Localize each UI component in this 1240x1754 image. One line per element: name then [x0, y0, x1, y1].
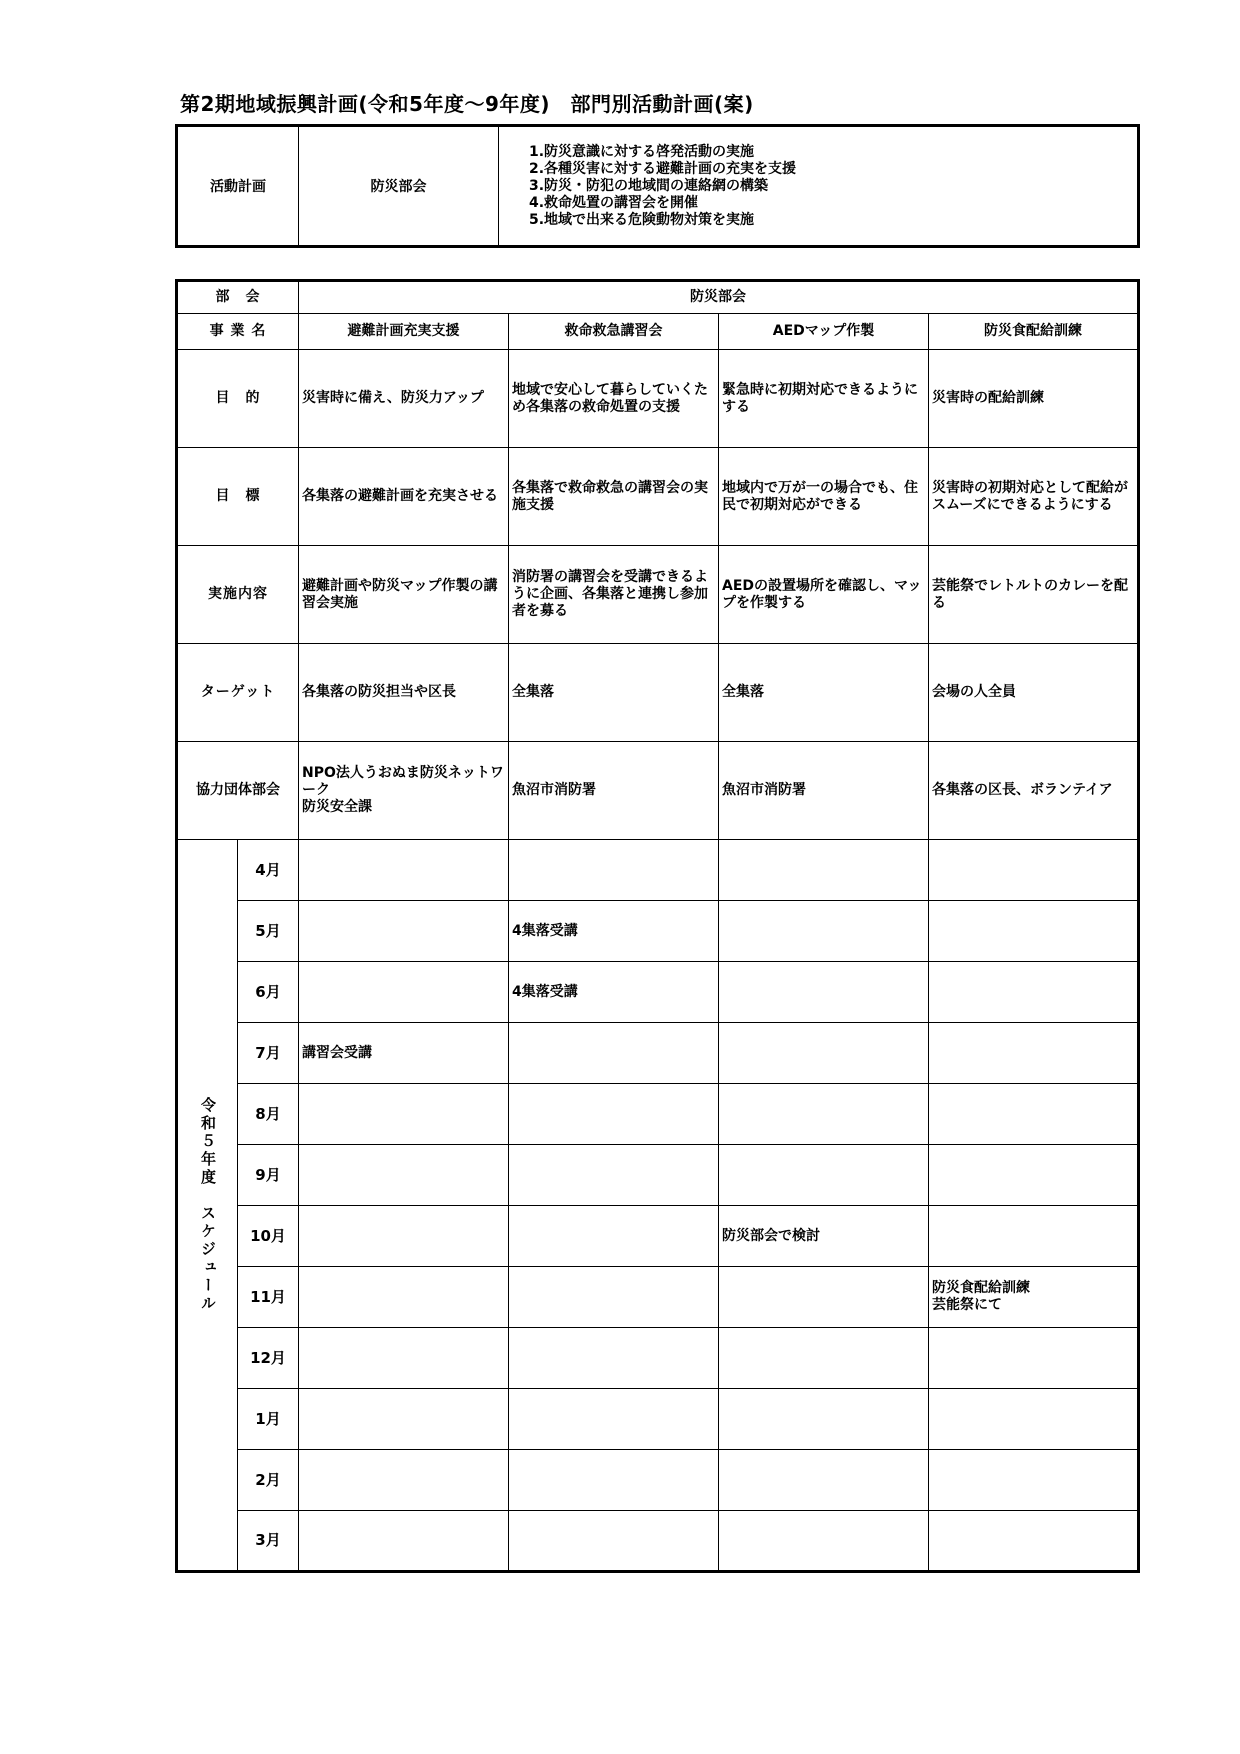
- plan-item: 3.防災・防犯の地域間の連絡網の構築: [529, 177, 769, 194]
- schedule-cell: [509, 1511, 719, 1572]
- project-header: AEDマップ作製: [719, 314, 929, 350]
- schedule-cell: [299, 1145, 509, 1206]
- schedule-cell: [299, 962, 509, 1023]
- schedule-cell: [299, 1389, 509, 1450]
- schedule-cell: [509, 1389, 719, 1450]
- month-label: 8月: [238, 1084, 299, 1145]
- row-label: 目 的: [177, 350, 299, 448]
- table-cell: 各集落の防災担当や区長: [299, 644, 509, 742]
- project-name-label: 事 業 名: [177, 314, 299, 350]
- schedule-cell: [299, 1328, 509, 1389]
- schedule-row: [177, 1267, 1139, 1328]
- page-title: 第2期地域振興計画(令和5年度～9年度) 部門別活動計画(案): [180, 92, 754, 116]
- month-label: 1月: [238, 1389, 299, 1450]
- month-label: 9月: [238, 1145, 299, 1206]
- plan-item: 5.地域で出来る危険動物対策を実施: [529, 211, 755, 228]
- schedule-cell: [509, 1145, 719, 1206]
- table-cell: 全集落: [719, 644, 929, 742]
- schedule-cell: 講習会受講: [299, 1023, 509, 1084]
- month-label: 2月: [238, 1450, 299, 1511]
- activity-plan-summary: [175, 124, 1140, 248]
- table-row: [177, 546, 1139, 644]
- table-cell: 会場の人全員: [929, 644, 1139, 742]
- month-label: 3月: [238, 1511, 299, 1572]
- activity-plan-label: 活動計画: [177, 126, 299, 247]
- schedule-row: [177, 1328, 1139, 1389]
- table-cell: AEDの設置場所を確認し、マップを作製する: [719, 546, 929, 644]
- schedule-cell: [719, 1450, 929, 1511]
- schedule-row: [177, 1145, 1139, 1206]
- plan-item: 2.各種災害に対する避難計画の充実を支援: [529, 160, 797, 177]
- schedule-cell: 4集落受講: [509, 962, 719, 1023]
- schedule-cell: [509, 1267, 719, 1328]
- schedule-cell: [929, 901, 1139, 962]
- schedule-cell: [299, 1450, 509, 1511]
- schedule-cell: [929, 1511, 1139, 1572]
- month-label: 5月: [238, 901, 299, 962]
- table-cell: 各集落の区長、ボランテイア: [929, 742, 1139, 840]
- project-header: 避難計画充実支援: [299, 314, 509, 350]
- schedule-cell: 防災食配給訓練 芸能祭にて: [929, 1267, 1139, 1328]
- schedule-row: [177, 1450, 1139, 1511]
- table-cell: 災害時の初期対応として配給がスムーズにできるようにする: [929, 448, 1139, 546]
- month-label: 4月: [238, 840, 299, 901]
- schedule-cell: [509, 1450, 719, 1511]
- schedule-cell: [929, 1328, 1139, 1389]
- row-label: 実施内容: [177, 546, 299, 644]
- table-cell: 緊急時に初期対応できるようにする: [719, 350, 929, 448]
- schedule-row: [177, 1206, 1139, 1267]
- schedule-row: [177, 1084, 1139, 1145]
- table-row: [177, 644, 1139, 742]
- schedule-row: [177, 1511, 1139, 1572]
- schedule-label-text: 令和５年度 スケジュール: [199, 1097, 217, 1313]
- month-label: 11月: [238, 1267, 299, 1328]
- schedule-row: [177, 901, 1139, 962]
- schedule-cell: [299, 1206, 509, 1267]
- bukai-label: 部 会: [177, 281, 299, 314]
- table-cell: 地域内で万が一の場合でも、住民で初期対応ができる: [719, 448, 929, 546]
- schedule-cell: [509, 1023, 719, 1084]
- schedule-cell: [929, 1389, 1139, 1450]
- table-cell: 消防署の講習会を受講できるように企画、各集落と連携し参加者を募る: [509, 546, 719, 644]
- schedule-cell: [299, 1511, 509, 1572]
- month-label: 7月: [238, 1023, 299, 1084]
- table-cell: 災害時の配給訓練: [929, 350, 1139, 448]
- schedule-cell: [719, 1084, 929, 1145]
- table-cell: 地域で安心して暮らしていくため各集落の救命処置の支援: [509, 350, 719, 448]
- project-header: 防災食配給訓練: [929, 314, 1139, 350]
- schedule-cell: [509, 1084, 719, 1145]
- schedule-cell: [929, 1023, 1139, 1084]
- schedule-cell: [929, 840, 1139, 901]
- plan-item: 4.救命処置の講習会を開催: [529, 194, 699, 211]
- schedule-cell: [299, 1267, 509, 1328]
- schedule-cell: [719, 901, 929, 962]
- schedule-cell: 4集落受講: [509, 901, 719, 962]
- month-label: 10月: [238, 1206, 299, 1267]
- month-label: 12月: [238, 1328, 299, 1389]
- row-label: ターゲット: [177, 644, 299, 742]
- table-cell: 魚沼市消防署: [719, 742, 929, 840]
- schedule-row: [177, 1389, 1139, 1450]
- table-row: [177, 448, 1139, 546]
- table-cell: 魚沼市消防署: [509, 742, 719, 840]
- month-label: 6月: [238, 962, 299, 1023]
- schedule-cell: [719, 962, 929, 1023]
- plan-item: 1.防災意識に対する啓発活動の実施: [529, 143, 755, 160]
- schedule-cell: [509, 840, 719, 901]
- schedule-cell: [929, 1145, 1139, 1206]
- schedule-cell: [719, 1023, 929, 1084]
- schedule-row: [177, 840, 1139, 901]
- table-cell: 芸能祭でレトルトのカレーを配る: [929, 546, 1139, 644]
- table-row: [177, 742, 1139, 840]
- schedule-cell: 防災部会で検討: [719, 1206, 929, 1267]
- project-header: 救命救急講習会: [509, 314, 719, 350]
- plan-list: [499, 126, 1139, 247]
- table-cell: 各集落で救命救急の講習会の実施支援: [509, 448, 719, 546]
- schedule-cell: [509, 1328, 719, 1389]
- schedule-cell: [719, 1267, 929, 1328]
- table-cell: NPO法人うおぬま防災ネットワーク 防災安全課: [299, 742, 509, 840]
- schedule-row: [177, 962, 1139, 1023]
- table-cell: 災害時に備え、防災力アップ: [299, 350, 509, 448]
- schedule-cell: [719, 840, 929, 901]
- schedule-cell: [509, 1206, 719, 1267]
- table-cell: 避難計画や防災マップ作製の講習会実施: [299, 546, 509, 644]
- schedule-cell: [929, 1206, 1139, 1267]
- schedule-cell: [299, 1084, 509, 1145]
- schedule-cell: [299, 901, 509, 962]
- schedule-cell: [719, 1389, 929, 1450]
- schedule-cell: [719, 1145, 929, 1206]
- row-label: 協力団体部会: [177, 742, 299, 840]
- activity-plan-table: [175, 279, 1140, 1573]
- schedule-cell: [299, 840, 509, 901]
- bukai-value: 防災部会: [299, 281, 1139, 314]
- schedule-row: [177, 1023, 1139, 1084]
- schedule-cell: [929, 1084, 1139, 1145]
- table-row: [177, 350, 1139, 448]
- schedule-label: [177, 840, 238, 1572]
- summary-department: 防災部会: [299, 126, 499, 247]
- schedule-cell: [929, 1450, 1139, 1511]
- schedule-cell: [719, 1328, 929, 1389]
- table-cell: 各集落の避難計画を充実させる: [299, 448, 509, 546]
- row-label: 目 標: [177, 448, 299, 546]
- table-cell: 全集落: [509, 644, 719, 742]
- schedule-cell: [719, 1511, 929, 1572]
- schedule-cell: [929, 962, 1139, 1023]
